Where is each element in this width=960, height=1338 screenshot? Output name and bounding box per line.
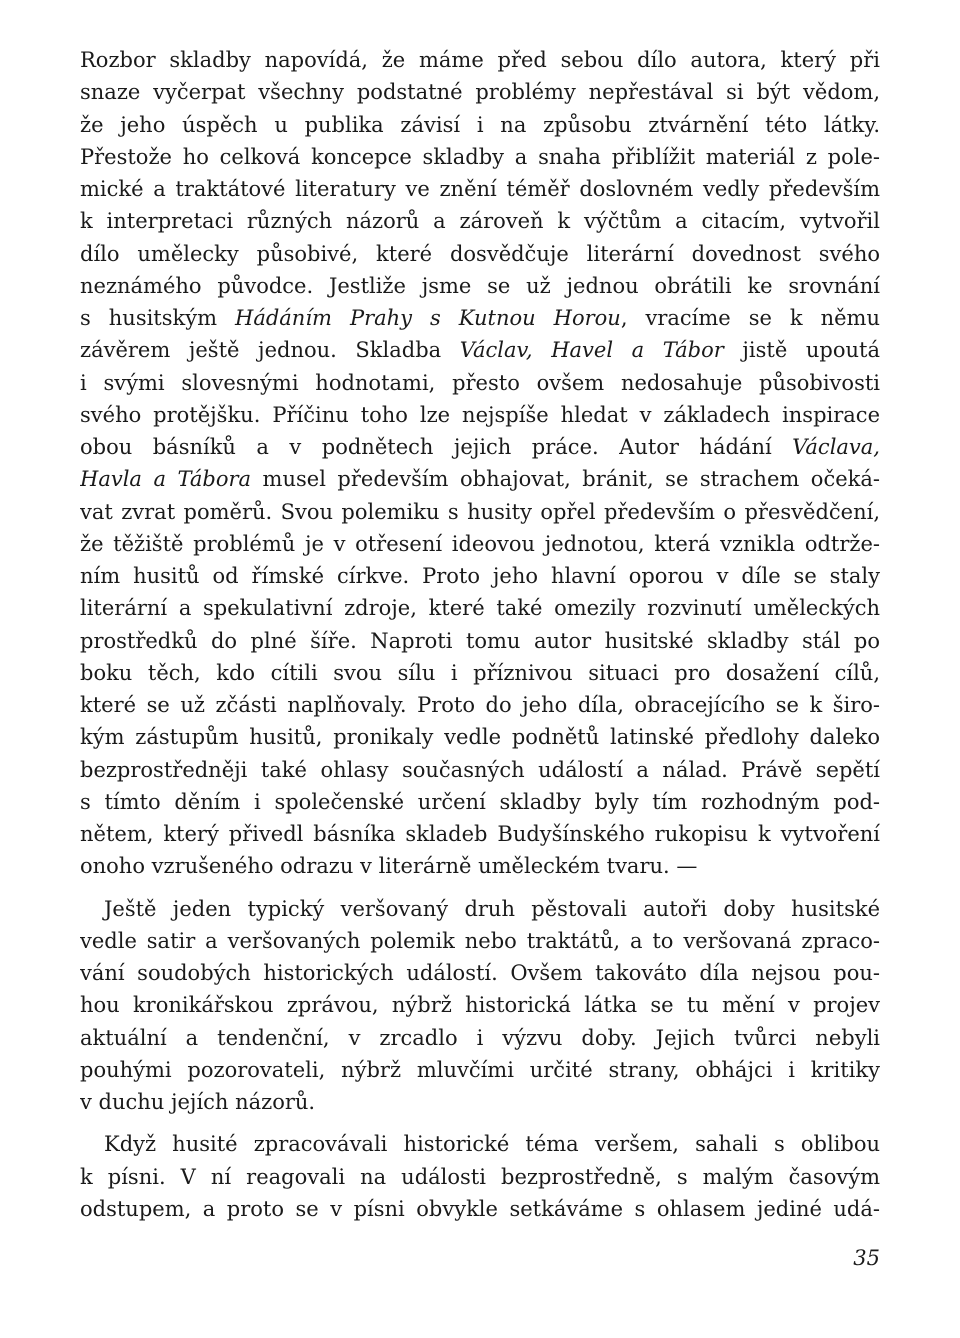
text-line: které se už zčásti naplňovaly. Proto do jeho díla, obracejícího se k širo-	[80, 693, 880, 717]
text-line: svého protějšku. Příčinu toho lze nejspíše hledat v základech inspirace	[80, 402, 880, 427]
text-line: prostředků do plné šíře. Naproti tomu autor husitské skladby stál po	[80, 628, 880, 653]
text-line: bezprostředněji také ohlasy současných událostí a nálad. Právě sepětí	[80, 757, 880, 782]
text-line: odstupem, a proto se v písni obvykle setkáváme s ohlasem jediné udá-	[80, 1196, 880, 1221]
text-line: mické a traktátové literatury ve znění téměř doslovném vedly především	[80, 177, 880, 201]
text-line: boku těch, kdo cítili svou sílu i příznivou situaci pro dosažení cílů,	[80, 660, 880, 685]
text-line: ním husitů od římské církve. Proto jeho hlavní oporou v díle se staly	[80, 564, 880, 588]
page-number: 35	[853, 1246, 880, 1270]
text-line: závěrem ještě jednou. Skladba Václav, Havel a Tábor jistě upoutá	[80, 338, 880, 363]
paragraph-2	[80, 893, 880, 1119]
text-line: k písni. V ní reagovali na události bezprostředně, s malým časovým	[80, 1164, 880, 1189]
text-line: aktuální a tendenční, v zrcadlo i výzvu doby. Jejich tvůrci nebyli	[80, 1025, 880, 1050]
text-line: Ještě jeden typický veršovaný druh pěstovali autoři doby husitské	[104, 896, 880, 921]
text-line: Rozbor skladby napovídá, že máme před sebou dílo autora, který při	[80, 48, 880, 72]
text-line: kým zástupům husitů, pronikaly vedle podnětů latinské předlohy daleko	[80, 725, 880, 750]
text-line: literární a spekulativní zdroje, které také omezily rozvinutí uměleckých	[80, 596, 880, 621]
page-body	[80, 44, 880, 1225]
text-line: Havla a Tábora musel především obhajovat, bránit, se strachem očeká-	[80, 467, 880, 492]
text-line: vat zvrat poměrů. Svou polemiku s husity opřel především o přesvědčení,	[80, 499, 880, 524]
text-line: Když husité zpracovávali historické téma veršem, sahali s oblibou	[104, 1132, 880, 1157]
text-line: vání soudobých historických událostí. Ovšem takováto díla nejsou pou-	[80, 961, 880, 985]
text-line: hou kronikářskou zprávou, nýbrž historická látka se tu mění v projev	[80, 993, 880, 1018]
text-line: vedle satir a veršovaných polemik nebo traktátů, a to veršovaná zpraco-	[80, 928, 880, 953]
text-line: snaze vyčerpat všechny podstatné problémy nepřestával si být vědom,	[80, 80, 880, 105]
paragraph-3	[80, 1128, 880, 1225]
text-line: s husitským Hádáním Prahy s Kutnou Horou, vracíme se k němu	[80, 306, 880, 330]
paragraph-1	[80, 44, 880, 883]
paragraph-gap	[80, 1118, 880, 1128]
text-line: s tímto děním i společenské určení skladby byly tím rozhodným pod-	[80, 789, 880, 814]
text-line: že jeho úspěch u publika závisí i na způsobu ztvárnění této látky.	[80, 112, 880, 137]
text-line: neznámého původce. Jestliže jsme se už jednou obrátili ke srovnání	[80, 273, 880, 298]
text-line: nětem, který přivedl básníka skladeb Budyšínského rukopisu k vytvoření	[80, 822, 880, 846]
text-line: dílo umělecky působivé, které dosvědčuje literární dovednost svého	[80, 241, 880, 266]
text-line: onoho vzrušeného odrazu v literárně uměleckém tvaru. —	[80, 854, 698, 879]
text-line: Přestože ho celková koncepce skladby a snaha přiblížit materiál z pole-	[80, 144, 880, 169]
text-line: k interpretaci různých názorů a zároveň k výčtům a citacím, vytvořil	[80, 209, 880, 234]
text-line: v duchu jejích názorů.	[80, 1090, 316, 1114]
text-line: pouhými pozorovateli, nýbrž mluvčími určité strany, obhájci i kritiky	[80, 1057, 880, 1082]
text-line: že těžiště problémů je v otřesení ideovou jednotou, která vznikla odtrže-	[80, 531, 880, 556]
paragraph-gap	[80, 883, 880, 893]
text-line: i svými slovesnými hodnotami, přesto ovšem nedosahuje působivosti	[80, 370, 880, 395]
text-line: obou básníků a v podnětech jejich práce. Autor hádání Václava,	[80, 435, 880, 459]
